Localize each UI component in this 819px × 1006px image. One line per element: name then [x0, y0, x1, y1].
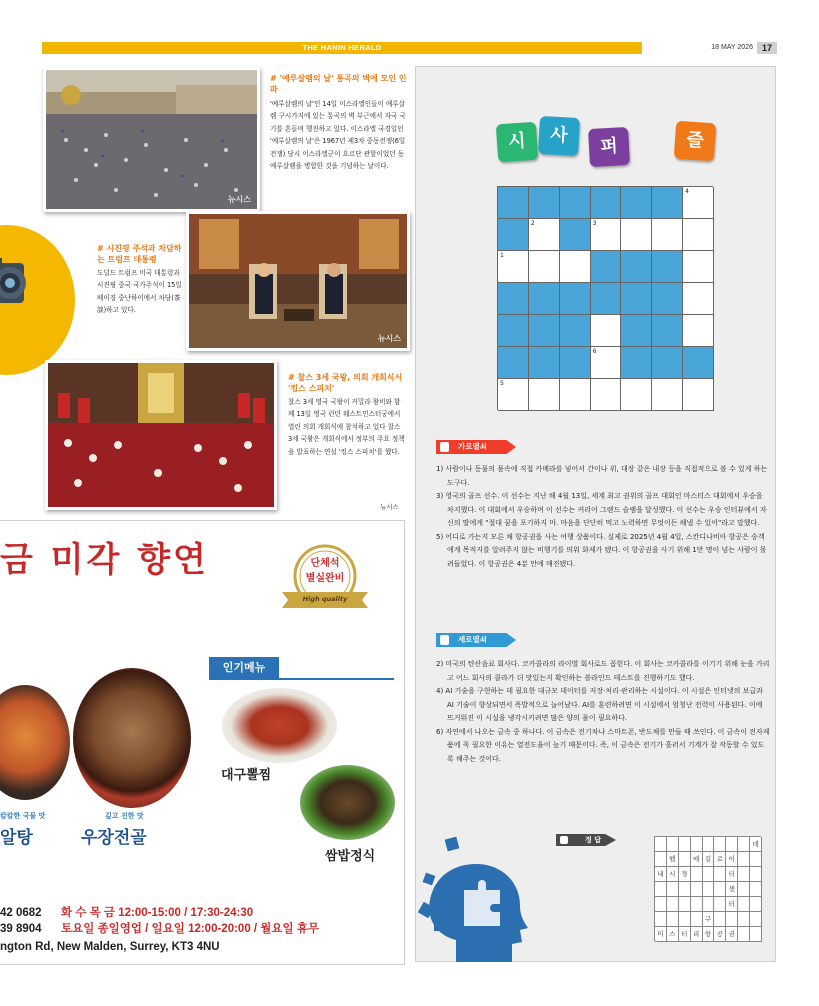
clue-number: 5 — [500, 380, 504, 387]
ad-hours-2: 토요일 종일영업 / 일요일 12:00-20:00 / 월요일 휴무 — [61, 923, 320, 935]
answer-cell — [714, 867, 726, 882]
puzzle-piece-icon — [560, 836, 568, 844]
crossword-block — [560, 315, 591, 347]
answer-cell — [738, 882, 750, 897]
caption-title: # 찰스 3세 국왕, 의회 개회식서 '킹스 스피치' — [288, 373, 403, 393]
clue-across-1: 1) 사람이나 동물의 몸속에 직접 카메라를 넣어서 간이나 위, 대장 같은 내장 등을 직접적으로 볼 수 있게 하는 도구다. — [436, 465, 768, 487]
crossword-cell[interactable] — [498, 379, 529, 411]
puzzle-title-char-2: 사 — [538, 116, 580, 156]
answer-cell — [714, 912, 726, 927]
answer-cell: 펩 — [667, 852, 679, 867]
answer-cell: 내 — [655, 867, 667, 882]
answer-cell — [667, 897, 679, 912]
answer-cell — [679, 882, 691, 897]
caption-1 — [270, 73, 408, 172]
menu-tab: 인기메뉴 — [209, 657, 279, 679]
answer-cell — [679, 897, 691, 912]
crossword-block — [621, 187, 652, 219]
answer-cell — [703, 882, 715, 897]
clue-down-4: 4) AI 기술을 구현하는 데 필요한 대규모 데이터를 저장·처리·관리하는 시설이다. 이 시설은 인터넷의 보급과 AI 기술이 향상되면서 폭발적으로 늘어났다. AI를 훈련하려면 이 시설에서 엄청난 전력이 사용된다. 이에 뜨거워진 이 시설을 냉각시키려면 많은 양의 물이 필요하다. — [436, 687, 763, 722]
crossword-block — [591, 251, 622, 283]
answer-cell: 공 — [714, 927, 726, 942]
dish-altang-sub: 칼칼한 국물 맛 — [0, 812, 46, 820]
caption-body: '예루살렘의 날'인 14일 이스라엘인들이 예루살렘 구시가지에 있는 통곡의 벽 부근에서 자국 국기를 흔들며 행진하고 있다. 이스라엘 국경일인 '예루살렘의 날'은 1967년 제3차 중동전쟁(6일 전쟁) 당시 이스라엘군이 요르단 관할이었던 동예루살렘을 병합한 것을 기념하는 날이다. — [270, 100, 406, 171]
crossword-block — [560, 347, 591, 379]
dish-ujang-image — [73, 668, 191, 808]
answer-cell — [738, 867, 750, 882]
crossword-cell[interactable] — [683, 187, 714, 219]
crossword-cell[interactable] — [560, 251, 591, 283]
crossword-block — [529, 283, 560, 315]
crossword-block — [560, 219, 591, 251]
crossword-block — [529, 315, 560, 347]
crossword-block — [652, 283, 683, 315]
answer-grid — [654, 836, 761, 941]
crossword-cell[interactable] — [621, 219, 652, 251]
crossword-block — [652, 251, 683, 283]
answer-cell — [667, 912, 679, 927]
crossword-block — [560, 283, 591, 315]
answer-cell: 미 — [655, 927, 667, 942]
crossword-block — [529, 187, 560, 219]
answer-cell — [750, 852, 762, 867]
answer-cell — [750, 897, 762, 912]
crossword-cell[interactable] — [683, 379, 714, 411]
answer-cell — [691, 867, 703, 882]
answer-cell — [750, 927, 762, 942]
crossword-cell[interactable] — [529, 379, 560, 411]
answer-cell: 권 — [726, 927, 738, 942]
crossword-cell[interactable] — [591, 219, 622, 251]
photo-credit: 뉴시스 — [380, 503, 399, 511]
answer-cell — [703, 897, 715, 912]
down-clues — [436, 658, 771, 766]
clue-number: 1 — [500, 252, 504, 259]
photo-trump-xi — [186, 211, 410, 351]
crossword-cell[interactable] — [498, 251, 529, 283]
crossword-block — [652, 347, 683, 379]
crossword-cell[interactable] — [621, 379, 652, 411]
answer-cell: 터 — [726, 897, 738, 912]
down-header: 세로열쇠 — [436, 633, 526, 647]
crossword-block — [591, 283, 622, 315]
crossword-cell[interactable] — [683, 251, 714, 283]
answer-cell: 데 — [750, 837, 762, 852]
puzzle-piece-icon — [440, 442, 449, 452]
puzzle-title-char-4: 즐 — [674, 121, 717, 162]
caption-2 — [97, 243, 182, 317]
clue-down-2: 2) 미국의 탄산음료 회사다. 코카콜라의 라이벌 회사로도 꼽힌다. 이 회사는 코카콜라를 이기기 위해 눈을 가리고 어느 회사의 콜라가 더 맛있는지 확인하는 블라인드 테스트를 진행하기도 했다. — [436, 660, 770, 682]
clue-number: 3 — [592, 220, 597, 227]
caption-body: 도널드 트럼프 미국 대통령과 시진핑 중국 국가주석이 15일 베이징 중난하이에서 차담(茶談)하고 있다. — [97, 269, 182, 315]
crossword-block — [683, 347, 714, 379]
issue-date: 18 MAY 2026 — [711, 44, 753, 51]
answer-cell: 센 — [726, 882, 738, 897]
answer-cell: 로 — [714, 852, 726, 867]
camera-icon — [0, 225, 75, 375]
crossword-cell[interactable] — [591, 315, 622, 347]
answer-cell: 시 — [667, 867, 679, 882]
crossword-cell[interactable] — [683, 315, 714, 347]
photo-watermark: 뉴시스 — [377, 334, 401, 343]
answer-cell — [655, 912, 667, 927]
answer-cell — [655, 897, 667, 912]
dish-ujang-name: 우장전골 — [81, 828, 147, 848]
crossword-cell[interactable] — [591, 379, 622, 411]
answer-cell: 매 — [691, 852, 703, 867]
seal-badge — [280, 540, 370, 620]
photo-western-wall — [43, 67, 260, 212]
crossword-block — [498, 219, 529, 251]
photo-watermark: 뉴시스 — [227, 195, 251, 204]
photo-kings-speech — [45, 360, 277, 510]
answer-cell — [691, 912, 703, 927]
puzzle-piece-icon — [440, 635, 449, 645]
answer-cell: 리 — [691, 927, 703, 942]
caption-title: # 시진핑 주석과 차담하는 트럼프 대통령 — [97, 244, 182, 264]
answer-cell — [738, 927, 750, 942]
clue-number: 2 — [530, 220, 535, 227]
answer-cell — [655, 837, 667, 852]
answer-cell — [738, 912, 750, 927]
crossword-cell[interactable] — [591, 347, 622, 379]
puzzle-title-char-1: 시 — [496, 122, 539, 163]
answer-cell — [750, 912, 762, 927]
clue-down-6: 6) 자연에서 나오는 금속 중 하나다. 이 금속은 전기차나 스마트폰, 반도체를 만들 때 쓰인다. 이 금속이 전자제품에 꼭 필요한 이유는 열전도율이 높기 때문이다. 즉, 이 금속은 전기가 흘러서 기계가 잘 작동할 수 있도록 해주는 것이다. — [436, 727, 770, 763]
answer-cell: 구 — [703, 912, 715, 927]
menu-divider — [209, 678, 394, 680]
crossword-cell[interactable] — [529, 251, 560, 283]
puzzle-title-char-3: 퍼 — [588, 127, 630, 167]
answer-cell: 터 — [679, 927, 691, 942]
across-clues — [436, 463, 771, 571]
caption-title: # '예루살렘의 날' 통곡의 벽에 모인 인파 — [270, 74, 407, 94]
answer-cell — [738, 837, 750, 852]
crossword-block — [621, 347, 652, 379]
dish-ssambap-image — [300, 765, 395, 840]
answer-cell — [714, 882, 726, 897]
answer-cell — [726, 837, 738, 852]
ad-address: ngton Rd, New Malden, Surrey, KT3 4NU — [0, 941, 220, 953]
ad-phone-2: 39 8904 — [0, 923, 42, 935]
crossword-block — [591, 187, 622, 219]
answer-cell — [679, 852, 691, 867]
ad-hours-1: 화 수 목 금 12:00-15:00 / 17:30-24:30 — [61, 907, 254, 919]
crossword-cell[interactable] — [683, 219, 714, 251]
crossword-grid — [497, 186, 713, 410]
answer-cell — [691, 882, 703, 897]
crossword-cell[interactable] — [529, 219, 560, 251]
answer-cell: 경 — [679, 867, 691, 882]
answer-cell: 항 — [703, 927, 715, 942]
page-number: 17 — [757, 42, 777, 54]
answer-cell — [667, 882, 679, 897]
crossword-cell[interactable] — [560, 379, 591, 411]
crossword-block — [621, 315, 652, 347]
clue-number: 6 — [592, 348, 597, 355]
crossword-cell[interactable] — [683, 283, 714, 315]
seal-top-text: 단체석 — [310, 558, 340, 569]
crossword-block — [652, 187, 683, 219]
answer-cell — [655, 882, 667, 897]
answer-cell — [703, 837, 715, 852]
across-header: 가로열쇠 — [436, 440, 526, 454]
answer-cell: 길 — [703, 852, 715, 867]
answer-cell — [667, 837, 679, 852]
crossword-block — [498, 315, 529, 347]
crossword-cell[interactable] — [652, 219, 683, 251]
dish-ssambap-name: 쌈밥정식 — [325, 849, 376, 864]
crossword-block — [621, 283, 652, 315]
answer-cell — [714, 837, 726, 852]
answer-cell — [726, 912, 738, 927]
paper-name: THE HANIN HERALD — [302, 43, 382, 52]
dish-ujang-sub: 깊고 진한 맛 — [105, 812, 144, 820]
answer-cell — [679, 837, 691, 852]
crossword-cell[interactable] — [652, 379, 683, 411]
crossword-block — [652, 315, 683, 347]
answer-cell — [750, 882, 762, 897]
answer-cell — [691, 837, 703, 852]
answer-cell: 스 — [667, 927, 679, 942]
answer-cell: 터 — [726, 867, 738, 882]
ad-phone-1: 42 0682 — [0, 907, 42, 919]
answer-cell — [738, 897, 750, 912]
answer-cell — [750, 867, 762, 882]
crossword-block — [498, 347, 529, 379]
answer-cell — [703, 867, 715, 882]
answer-cell — [655, 852, 667, 867]
crossword-block — [560, 187, 591, 219]
answer-cell — [714, 897, 726, 912]
crossword-block — [529, 347, 560, 379]
crossword-block — [498, 283, 529, 315]
seal-mid-text: 별실완비 — [305, 573, 345, 584]
clue-across-3: 3) 영국의 골프 선수. 이 선수는 지난 해 4월 13일, 세계 최고 권위의 골프 대회인 마스터스 대회에서 우승을 차지했다. 이 대회에서 우승하며 이 선수는 커리어 그랜드 슬램을 달성했다. 이 선수는 우승 인터뷰에서 자신의 딸에게 "절대 꿈을 포기하지 마. 마음을 단단히 먹고 노력하면 무엇이든 해낼 수 있어"라고 말했다. — [436, 492, 767, 527]
dish-daegu-image — [222, 688, 337, 763]
answer-cell — [738, 852, 750, 867]
answer-cell: 이 — [726, 852, 738, 867]
dish-altang-name: 알탕 — [0, 828, 33, 848]
answer-label: 정 답 — [585, 836, 601, 844]
caption-body: 찰스 3세 영국 국왕이 커밀라 왕비와 함께 13일 영국 런던 웨스트민스터궁에서 열린 의회 개회식에 참석하고 있다 찰스 3세 국왕은 개회식에서 정부의 주요 정책을 발표하는 연설 '킹스 스피치'를 했다. — [288, 398, 405, 456]
clue-across-5: 5) 어디로 가는지 모른 채 항공권을 사는 여행 상품이다. 실제로 2025년 4월 4일, 스칸디나비아 항공은 승객에게 목적지를 알려주지 않는 비행기를 띄워 화제가 됐다. 이 항공권을 사기 위해 1만 명이 넘는 사람이 몰려들었다. 이 항공권은 4분 만에 매진됐다. — [436, 532, 767, 568]
dish-daegu-name: 대구뽈찜 — [221, 768, 272, 783]
seal-ribbon-text: High quality — [302, 595, 348, 603]
answer-cell — [679, 912, 691, 927]
ad-title: 금 미각 향연 — [0, 540, 209, 580]
crossword-block — [621, 251, 652, 283]
crossword-block — [498, 187, 529, 219]
caption-3 — [288, 372, 406, 458]
head-puzzle-icon — [416, 830, 541, 962]
clue-number: 4 — [685, 188, 689, 195]
answer-cell — [691, 897, 703, 912]
